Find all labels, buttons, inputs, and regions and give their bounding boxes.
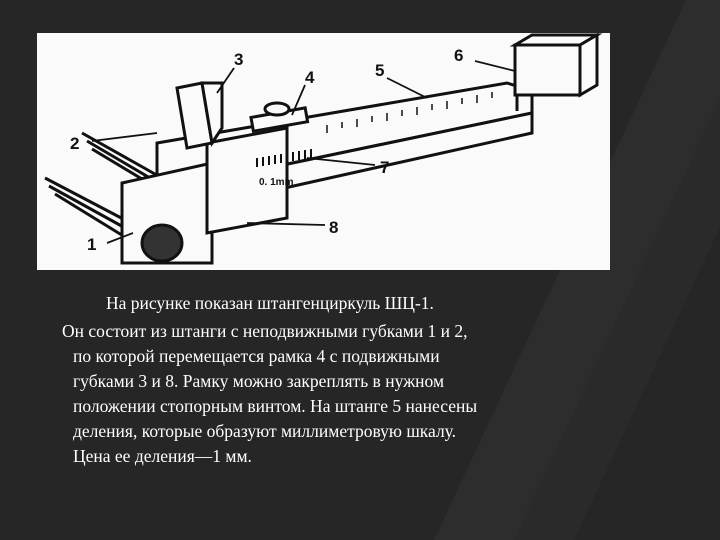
label-3: 3 <box>234 50 244 69</box>
label-8: 8 <box>329 218 339 237</box>
caption-line: положении стопорным винтом. На штанге 5 нанесены <box>73 396 478 416</box>
vernier-value-label: 0. 1mm <box>259 177 294 188</box>
caption-line: Он состоит из штанги с неподвижными губками 1 и 2, <box>62 321 468 341</box>
label-2: 2 <box>70 134 80 153</box>
label-4: 4 <box>305 68 315 87</box>
label-6: 6 <box>454 46 464 65</box>
label-1: 1 <box>87 235 97 254</box>
caption-line: Цена ее деления—1 мм. <box>73 446 252 466</box>
label-5: 5 <box>375 61 385 80</box>
label-7: 7 <box>380 158 390 177</box>
caption-line: губками 3 и 8. Рамку можно закреплять в нужном <box>73 371 445 391</box>
caption-line: по которой перемещается рамка 4 с подвижными <box>73 346 440 366</box>
caption-line: На рисунке показан штангенциркуль ШЦ-1. <box>106 293 434 313</box>
caption-line: деления, которые образуют миллиметровую шкалу. <box>73 421 457 441</box>
